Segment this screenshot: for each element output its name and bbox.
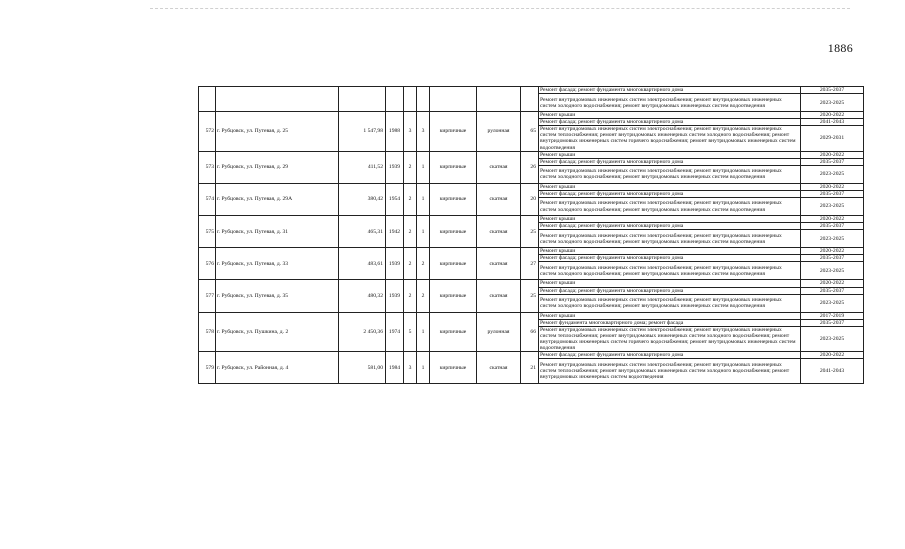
entrances-cell: 3 <box>417 112 430 152</box>
floors-cell: 2 <box>404 216 417 248</box>
address-cell: г. Рубцовск, ул. Путевая, д. 31 <box>216 216 339 248</box>
floors-cell: 5 <box>404 312 417 352</box>
area-cell: 581,00 <box>339 352 386 384</box>
period-cell: 2041-2043 <box>801 359 864 384</box>
work-type-cell: Ремонт крыши <box>539 216 801 223</box>
work-type-cell: Ремонт фасада; ремонт фундамента многоквартирного дома <box>539 287 801 294</box>
roof-type-cell: скатная <box>477 216 521 248</box>
table-row <box>199 352 864 359</box>
roof-type-cell: скатная <box>477 183 521 215</box>
row-number-cell: 579 <box>199 352 216 384</box>
row-number-cell: 575 <box>199 216 216 248</box>
roof-type-cell: рулонная <box>477 312 521 352</box>
entrances-cell: 1 <box>417 183 430 215</box>
work-type-cell: Ремонт фасада; ремонт фундамента многоквартирного дома <box>539 190 801 197</box>
period-cell: 2020-2022 <box>801 248 864 255</box>
entrances-cell: 1 <box>417 352 430 384</box>
page-number: 1886 <box>827 41 853 55</box>
period-cell: 2035-2037 <box>801 190 864 197</box>
empty-cell <box>521 87 539 112</box>
year-cell: 1939 <box>386 280 404 312</box>
wear-percent-cell: 20 <box>521 183 539 215</box>
address-cell: г. Рубцовск, ул. Районная, д. 4 <box>216 352 339 384</box>
work-type-cell: Ремонт внутридомовых инженерных систем электроснабжения; ремонт внутридомовых инженерных систем теплоснабжения; ремонт внутридомовых инженерных систем холодного водоснабжения; ремонт внутридомовых инженерных систем водоотведения <box>539 359 801 384</box>
work-type-cell: Ремонт фасада; ремонт фундамента многоквартирного дома <box>539 119 801 126</box>
period-cell: 2023-2025 <box>801 294 864 312</box>
row-number-cell: 577 <box>199 280 216 312</box>
address-cell: г. Рубцовск, ул. Путевая, д. 35 <box>216 280 339 312</box>
area-cell: 380,42 <box>339 183 386 215</box>
work-type-cell: Ремонт крыши <box>539 112 801 119</box>
roof-type-cell: скатная <box>477 151 521 183</box>
empty-cell <box>477 87 521 112</box>
walls-material-cell: кирпичные <box>430 248 477 280</box>
wear-percent-cell: 21 <box>521 352 539 384</box>
year-cell: 1984 <box>386 352 404 384</box>
period-cell: 2023-2025 <box>801 326 864 351</box>
walls-material-cell: кирпичные <box>430 312 477 352</box>
repair-schedule-table <box>198 86 864 384</box>
period-cell: 2017-2019 <box>801 312 864 319</box>
walls-material-cell: кирпичные <box>430 183 477 215</box>
empty-cell <box>430 87 477 112</box>
empty-cell <box>216 87 339 112</box>
work-type-cell: Ремонт внутридомовых инженерных систем электроснабжения; ремонт внутридомовых инженерных систем холодного водоснабжения; ремонт внутридомовых инженерных систем водоотведения <box>539 230 801 248</box>
table-row <box>199 216 864 223</box>
period-cell: 2020-2022 <box>801 112 864 119</box>
table-row <box>199 87 864 94</box>
walls-material-cell: кирпичные <box>430 280 477 312</box>
area-cell: 2 450,36 <box>339 312 386 352</box>
table-row <box>199 151 864 158</box>
work-type-cell: Ремонт крыши <box>539 248 801 255</box>
address-cell: г. Рубцовск, ул. Путевая, д. 29А <box>216 183 339 215</box>
walls-material-cell: кирпичные <box>430 151 477 183</box>
floors-cell: 2 <box>404 183 417 215</box>
period-cell: 2035-2037 <box>801 223 864 230</box>
period-cell: 2041-2043 <box>801 119 864 126</box>
work-type-cell: Ремонт фасада; ремонт фундамента многоквартирного дома <box>539 87 801 94</box>
period-cell: 2023-2025 <box>801 262 864 280</box>
table-row <box>199 312 864 319</box>
wear-percent-cell: 26 <box>521 151 539 183</box>
period-cell: 2020-2022 <box>801 183 864 190</box>
wear-percent-cell: 25 <box>521 216 539 248</box>
table-row <box>199 280 864 287</box>
work-type-cell: Ремонт фасада; ремонт фундамента многоквартирного дома <box>539 255 801 262</box>
floors-cell: 3 <box>404 352 417 384</box>
empty-cell <box>386 87 404 112</box>
work-type-cell: Ремонт внутридомовых инженерных систем электроснабжения; ремонт внутридомовых инженерных систем холодного водоснабжения; ремонт внутридомовых инженерных систем водоотведения <box>539 262 801 280</box>
address-cell: г. Рубцовск, ул. Путевая, д. 33 <box>216 248 339 280</box>
row-number-cell: 578 <box>199 312 216 352</box>
area-cell: 480,32 <box>339 280 386 312</box>
entrances-cell: 1 <box>417 312 430 352</box>
floors-cell: 3 <box>404 112 417 152</box>
table-row <box>199 112 864 119</box>
work-type-cell: Ремонт фасада; ремонт фундамента многоквартирного дома <box>539 352 801 359</box>
work-type-cell: Ремонт крыши <box>539 280 801 287</box>
period-cell: 2035-2037 <box>801 87 864 94</box>
row-number-cell: 572 <box>199 112 216 152</box>
work-type-cell: Ремонт внутридомовых инженерных систем электроснабжения; ремонт внутридомовых инженерных систем холодного водоснабжения; ремонт внутридомовых инженерных систем водоотведения <box>539 94 801 112</box>
empty-cell <box>339 87 386 112</box>
wear-percent-cell: 66 <box>521 312 539 352</box>
walls-material-cell: кирпичные <box>430 352 477 384</box>
period-cell: 2035-2037 <box>801 319 864 326</box>
floors-cell: 2 <box>404 280 417 312</box>
period-cell: 2023-2025 <box>801 198 864 216</box>
area-cell: 1 547,98 <box>339 112 386 152</box>
period-cell: 2035-2037 <box>801 255 864 262</box>
row-number-cell: 576 <box>199 248 216 280</box>
year-cell: 1939 <box>386 248 404 280</box>
wear-percent-cell: 25 <box>521 280 539 312</box>
work-type-cell: Ремонт внутридомовых инженерных систем электроснабжения; ремонт внутридомовых инженерных систем теплоснабжения; ремонт внутридомовых инженерных систем холодного водоснабжения; ремонт внутридомовых инженерных систем горячего водоснабжения; ремонт внутридомовых инженерных систем водоотведения <box>539 326 801 351</box>
roof-type-cell: скатная <box>477 248 521 280</box>
entrances-cell: 1 <box>417 151 430 183</box>
walls-material-cell: кирпичные <box>430 112 477 152</box>
period-cell: 2035-2037 <box>801 287 864 294</box>
period-cell: 2029-2031 <box>801 126 864 151</box>
empty-cell <box>199 87 216 112</box>
roof-type-cell: скатная <box>477 280 521 312</box>
empty-cell <box>417 87 430 112</box>
work-type-cell: Ремонт крыши <box>539 312 801 319</box>
period-cell: 2023-2025 <box>801 165 864 183</box>
entrances-cell: 2 <box>417 280 430 312</box>
work-type-cell: Ремонт внутридомовых инженерных систем электроснабжения; ремонт внутридомовых инженерных систем холодного водоснабжения; ремонт внутридомовых инженерных систем водоотведения <box>539 198 801 216</box>
row-number-cell: 574 <box>199 183 216 215</box>
table-body <box>199 87 864 384</box>
entrances-cell: 2 <box>417 248 430 280</box>
area-cell: 483,61 <box>339 248 386 280</box>
wear-percent-cell: 27 <box>521 248 539 280</box>
period-cell: 2023-2025 <box>801 94 864 112</box>
work-type-cell: Ремонт крыши <box>539 183 801 190</box>
work-type-cell: Ремонт крыши <box>539 151 801 158</box>
year-cell: 1942 <box>386 216 404 248</box>
work-type-cell: Ремонт фасада; ремонт фундамента многоквартирного дома <box>539 223 801 230</box>
period-cell: 2020-2022 <box>801 151 864 158</box>
period-cell: 2035-2037 <box>801 158 864 165</box>
roof-type-cell: скатная <box>477 352 521 384</box>
period-cell: 2020-2022 <box>801 216 864 223</box>
walls-material-cell: кирпичные <box>430 216 477 248</box>
row-number-cell: 573 <box>199 151 216 183</box>
scan-artifact-line <box>150 8 850 9</box>
work-type-cell: Ремонт фасада; ремонт фундамента многоквартирного дома <box>539 158 801 165</box>
address-cell: г. Рубцовск, ул. Путевая, д. 25 <box>216 112 339 152</box>
year-cell: 1954 <box>386 183 404 215</box>
table-row <box>199 248 864 255</box>
empty-cell <box>404 87 417 112</box>
address-cell: г. Рубцовск, ул. Путевая, д. 29 <box>216 151 339 183</box>
table-row <box>199 183 864 190</box>
period-cell: 2020-2022 <box>801 352 864 359</box>
work-type-cell: Ремонт внутридомовых инженерных систем электроснабжения; ремонт внутридомовых инженерных систем холодного водоснабжения; ремонт внутридомовых инженерных систем водоотведения <box>539 165 801 183</box>
work-type-cell: Ремонт внутридомовых инженерных систем электроснабжения; ремонт внутридомовых инженерных систем холодного водоснабжения; ремонт внутридомовых инженерных систем водоотведения <box>539 294 801 312</box>
area-cell: 465,31 <box>339 216 386 248</box>
wear-percent-cell: 65 <box>521 112 539 152</box>
year-cell: 1974 <box>386 312 404 352</box>
work-type-cell: Ремонт внутридомовых инженерных систем электроснабжения; ремонт внутридомовых инженерных систем теплоснабжения; ремонт внутридомовых инженерных систем холодного водоснабжения; ремонт внутридомовых инженерных систем горячего водоснабжения; ремонт внутридомовых инженерных систем водоотведения <box>539 126 801 151</box>
year-cell: 1988 <box>386 112 404 152</box>
floors-cell: 2 <box>404 151 417 183</box>
period-cell: 2023-2025 <box>801 230 864 248</box>
year-cell: 1939 <box>386 151 404 183</box>
floors-cell: 2 <box>404 248 417 280</box>
address-cell: г. Рубцовск, ул. Пушкина, д. 2 <box>216 312 339 352</box>
entrances-cell: 1 <box>417 216 430 248</box>
roof-type-cell: рулонная <box>477 112 521 152</box>
area-cell: 411,52 <box>339 151 386 183</box>
work-type-cell: Ремонт фундамента многоквартирного дома; ремонт фасада <box>539 319 801 326</box>
period-cell: 2020-2022 <box>801 280 864 287</box>
